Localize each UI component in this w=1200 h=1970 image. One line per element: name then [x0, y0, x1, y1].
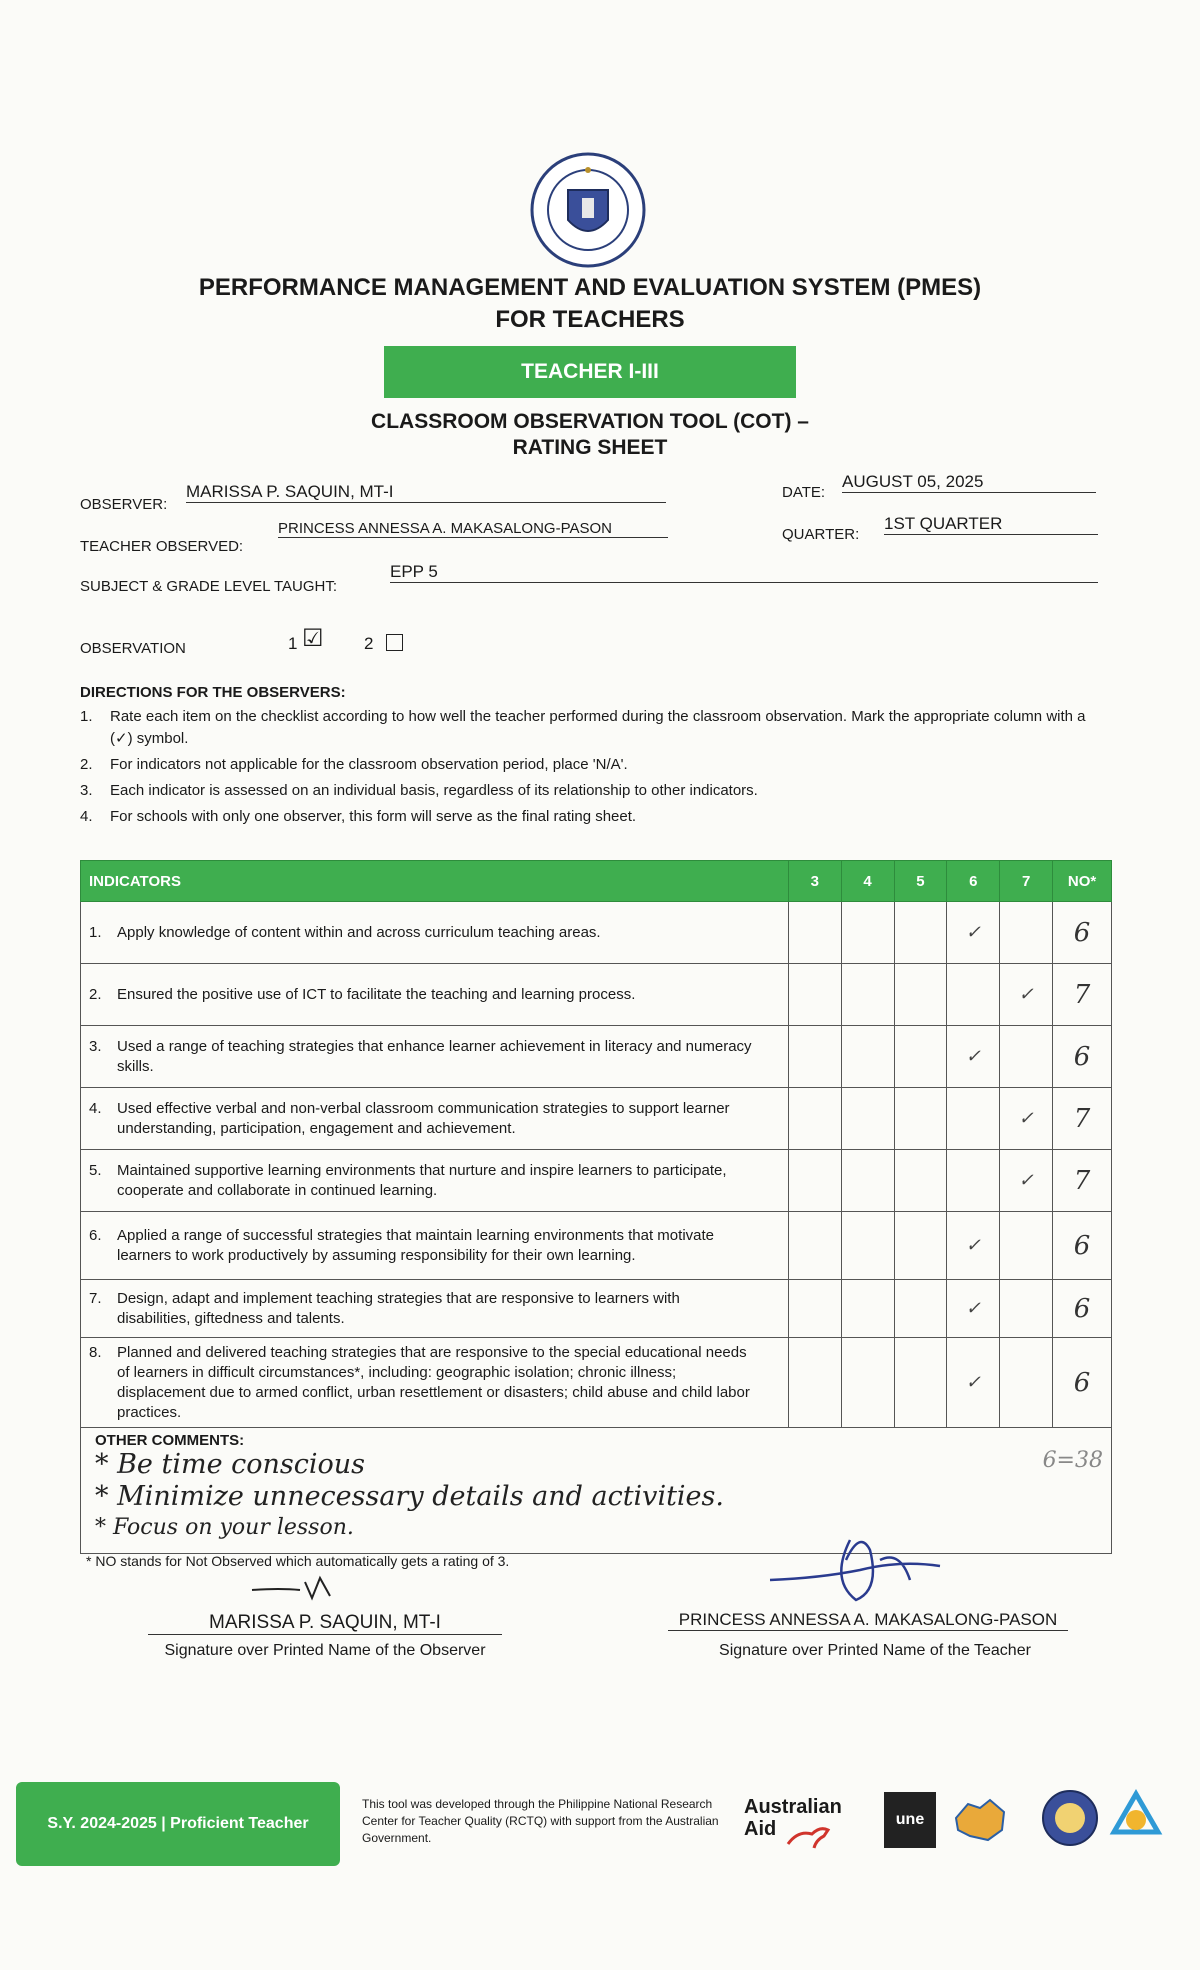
col-header-7: 7 — [1000, 861, 1053, 902]
observer-printed-name: MARISSA P. SAQUIN, MT-I — [148, 1612, 502, 1635]
rating-cell-3[interactable] — [788, 1212, 841, 1280]
direction-item — [80, 806, 1090, 828]
teacher-printed-name: PRINCESS ANNESSA A. MAKASALONG-PASON — [668, 1610, 1068, 1631]
indicator-text: Maintained supportive learning environments that nurture and inspire learners to participate, cooperate and collaborate in continued learning. — [117, 1161, 727, 1199]
teacher-observed-field[interactable]: PRINCESS ANNESSA A. MAKASALONG-PASON — [278, 520, 668, 538]
rating-cell-5[interactable] — [894, 964, 947, 1026]
indicator-text: Used effective verbal and non-verbal classroom communication strategies to support learner understanding, participation, engagement and achievement. — [117, 1099, 730, 1137]
indicator-number: 7. — [89, 1289, 102, 1307]
row-score: 7 — [1053, 964, 1112, 1026]
rating-cell-7-check[interactable]: ✓ — [1000, 1088, 1053, 1150]
indicator-text: Ensured the positive use of ICT to facilitate the teaching and learning process. — [117, 985, 636, 1003]
rating-cell-3[interactable] — [788, 1026, 841, 1088]
rating-cell-5[interactable] — [894, 1026, 947, 1088]
rating-cell-6-check[interactable]: ✓ — [947, 1280, 1000, 1338]
row-score: 7 — [1053, 1088, 1112, 1150]
comment-line[interactable]: * Minimize unnecessary details and activities. — [95, 1481, 724, 1512]
observer-label: OBSERVER: — [80, 496, 168, 513]
direction-number: 3. — [80, 782, 93, 799]
indicator-number: 5. — [89, 1161, 102, 1179]
table-row — [81, 1088, 1112, 1150]
rating-cell-4[interactable] — [841, 1338, 894, 1428]
date-field[interactable]: AUGUST 05, 2025 — [842, 472, 1096, 493]
row-score: 7 — [1053, 1150, 1112, 1212]
subtitle-line1: CLASSROOM OBSERVATION TOOL (COT) – — [371, 410, 809, 433]
table-row — [81, 1026, 1112, 1088]
school-year-banner: S.Y. 2024-2025 | Proficient Teacher — [16, 1782, 340, 1866]
direction-number: 1. — [80, 708, 93, 725]
rating-cell-4[interactable] — [841, 1212, 894, 1280]
direction-item — [80, 780, 1090, 802]
rating-cell-7[interactable] — [1000, 1212, 1053, 1280]
total-score: 6=38 — [1042, 1448, 1103, 1473]
rctq-credit-text: This tool was developed through the Philippine National Research Center for Teacher Quality (RCTQ) with support from the Australian Government. — [362, 1797, 719, 1845]
rctq-logo — [1106, 1788, 1166, 1848]
rating-cell-3[interactable] — [788, 1338, 841, 1428]
rating-cell-6[interactable] — [947, 964, 1000, 1026]
rating-cell-5[interactable] — [894, 902, 947, 964]
table-row — [81, 902, 1112, 964]
row-score: 6 — [1053, 1212, 1112, 1280]
indicator-text: Used a range of teaching strategies that enhance learner achievement in literacy and numeracy skills. — [117, 1037, 752, 1075]
rating-cell-4[interactable] — [841, 1150, 894, 1212]
observation-option-2-label: 2 — [364, 634, 374, 653]
direction-item — [80, 706, 1090, 750]
rating-cell-7[interactable] — [1000, 1338, 1053, 1428]
rating-cell-6-check[interactable]: ✓ — [947, 1026, 1000, 1088]
rating-cell-3[interactable] — [788, 1150, 841, 1212]
rating-cell-7[interactable] — [1000, 1026, 1053, 1088]
rating-cell-4[interactable] — [841, 1280, 894, 1338]
rating-cell-7[interactable] — [1000, 902, 1053, 964]
direction-number: 4. — [80, 808, 93, 825]
australian-aid-line1: Australian — [744, 1796, 842, 1818]
col-header-6: 6 — [947, 861, 1000, 902]
rating-cell-7-check[interactable]: ✓ — [1000, 1150, 1053, 1212]
teacher-observed-label: TEACHER OBSERVED: — [80, 538, 244, 555]
direction-text: Rate each item on the checklist according to how well the teacher performed during the classroom observation. Mark the appropriate column with a (✓) symbol. — [110, 708, 1086, 747]
teacher-level-banner: TEACHER I-III — [384, 346, 796, 398]
row-score: 6 — [1053, 1026, 1112, 1088]
comment-line[interactable]: * Be time conscious — [95, 1449, 366, 1480]
rating-cell-6[interactable] — [947, 1150, 1000, 1212]
rating-cell-6-check[interactable]: ✓ — [947, 902, 1000, 964]
quarter-field[interactable]: 1ST QUARTER — [884, 514, 1098, 535]
observer-signature-caption: Signature over Printed Name of the Observer — [164, 1642, 486, 1659]
table-row — [81, 964, 1112, 1026]
observation-option-2-checkbox[interactable] — [386, 634, 403, 651]
direction-text: For schools with only one observer, this form will serve as the final rating sheet. — [110, 808, 637, 825]
rating-cell-7-check[interactable]: ✓ — [1000, 964, 1053, 1026]
indicator-text: Applied a range of successful strategies that maintain learning environments that motivate learners to work productively by assuming responsibility for their own learning. — [117, 1226, 714, 1264]
deped-seal-logo — [528, 150, 648, 270]
observer-signature — [250, 1568, 340, 1608]
teacher-signature — [760, 1520, 960, 1620]
direction-number: 2. — [80, 756, 93, 773]
australia-map-logo — [950, 1792, 1010, 1848]
directions-heading: DIRECTIONS FOR THE OBSERVERS: — [80, 684, 346, 701]
rating-cell-3[interactable] — [788, 1280, 841, 1338]
col-header-3: 3 — [788, 861, 841, 902]
directions-list — [80, 706, 1090, 828]
indicator-text: Planned and delivered teaching strategies that are responsive to the special educational needs of learners in difficult circumstances*, including: geographic isolation; chronic illness; displacement due to armed conflict, urban resettlement or disasters; child abuse and child labor practices. — [117, 1343, 750, 1421]
deped-footer-seal-logo — [1040, 1788, 1100, 1848]
quarter-label: QUARTER: — [782, 526, 860, 543]
rating-cell-6-check[interactable]: ✓ — [947, 1338, 1000, 1428]
indicator-number: 1. — [89, 923, 102, 941]
indicator-number: 4. — [89, 1099, 102, 1117]
direction-text: Each indicator is assessed on an individual basis, regardless of its relationship to other indicators. — [110, 782, 758, 799]
comment-line[interactable]: * Focus on your lesson. — [95, 1515, 354, 1540]
indicators-table — [80, 860, 1112, 1554]
table-row — [81, 1280, 1112, 1338]
subtitle-line2: RATING SHEET — [512, 436, 668, 459]
une-logo: une — [884, 1792, 936, 1848]
rating-cell-7[interactable] — [1000, 1280, 1053, 1338]
teacher-signature-caption: Signature over Printed Name of the Teacher — [719, 1642, 1031, 1659]
indicator-number: 6. — [89, 1226, 102, 1244]
table-header-row — [81, 861, 1112, 902]
rating-cell-4[interactable] — [841, 902, 894, 964]
observation-option-1-checkbox[interactable]: ☑ — [302, 625, 324, 652]
observation-option-1-label: 1 — [288, 634, 298, 653]
rating-cell-5[interactable] — [894, 1212, 947, 1280]
rating-cell-4[interactable] — [841, 1026, 894, 1088]
rating-cell-4[interactable] — [841, 1088, 894, 1150]
table-row — [81, 1212, 1112, 1280]
australian-aid-line2: Aid — [744, 1818, 777, 1840]
col-header-4: 4 — [841, 861, 894, 902]
rating-cell-5[interactable] — [894, 1088, 947, 1150]
rating-cell-5[interactable] — [894, 1338, 947, 1428]
rating-cell-6[interactable] — [947, 1088, 1000, 1150]
subject-label: SUBJECT & GRADE LEVEL TAUGHT: — [80, 578, 338, 595]
observer-field[interactable]: MARISSA P. SAQUIN, MT-I — [186, 482, 666, 503]
col-header-5: 5 — [894, 861, 947, 902]
rating-cell-6-check[interactable]: ✓ — [947, 1212, 1000, 1280]
rating-cell-3[interactable] — [788, 1088, 841, 1150]
date-label: DATE: — [782, 484, 826, 501]
row-score: 6 — [1053, 1338, 1112, 1428]
rating-cell-3[interactable] — [788, 902, 841, 964]
subject-field[interactable]: EPP 5 — [390, 562, 1098, 583]
rating-cell-5[interactable] — [894, 1280, 947, 1338]
rating-cell-4[interactable] — [841, 964, 894, 1026]
direction-text: For indicators not applicable for the classroom observation period, place 'N/A'. — [110, 756, 628, 773]
row-score: 6 — [1053, 1280, 1112, 1338]
page-title-line2: FOR TEACHERS — [495, 306, 685, 333]
observation-label: OBSERVATION — [80, 640, 186, 657]
kangaroo-icon — [784, 1820, 834, 1850]
table-row — [81, 1150, 1112, 1212]
page-title-line1: PERFORMANCE MANAGEMENT AND EVALUATION SYSTEM (PMES) — [198, 274, 982, 301]
col-header-not-observed: NO* — [1053, 861, 1112, 902]
indicator-number: 8. — [89, 1343, 102, 1361]
rating-cell-5[interactable] — [894, 1150, 947, 1212]
rating-cell-3[interactable] — [788, 964, 841, 1026]
row-score: 6 — [1053, 902, 1112, 964]
indicator-number: 3. — [89, 1037, 102, 1055]
indicator-text: Design, adapt and implement teaching strategies that are responsive to learners with disabilities, giftedness and talents. — [117, 1289, 680, 1327]
direction-item — [80, 754, 1090, 776]
col-header-indicators: INDICATORS — [81, 861, 789, 902]
table-row — [81, 1338, 1112, 1428]
not-observed-note: * NO stands for Not Observed which automatically gets a rating of 3. — [86, 1553, 510, 1569]
indicator-number: 2. — [89, 985, 102, 1003]
other-comments-label: OTHER COMMENTS: — [95, 1432, 245, 1449]
indicator-text: Apply knowledge of content within and across curriculum teaching areas. — [117, 923, 601, 941]
